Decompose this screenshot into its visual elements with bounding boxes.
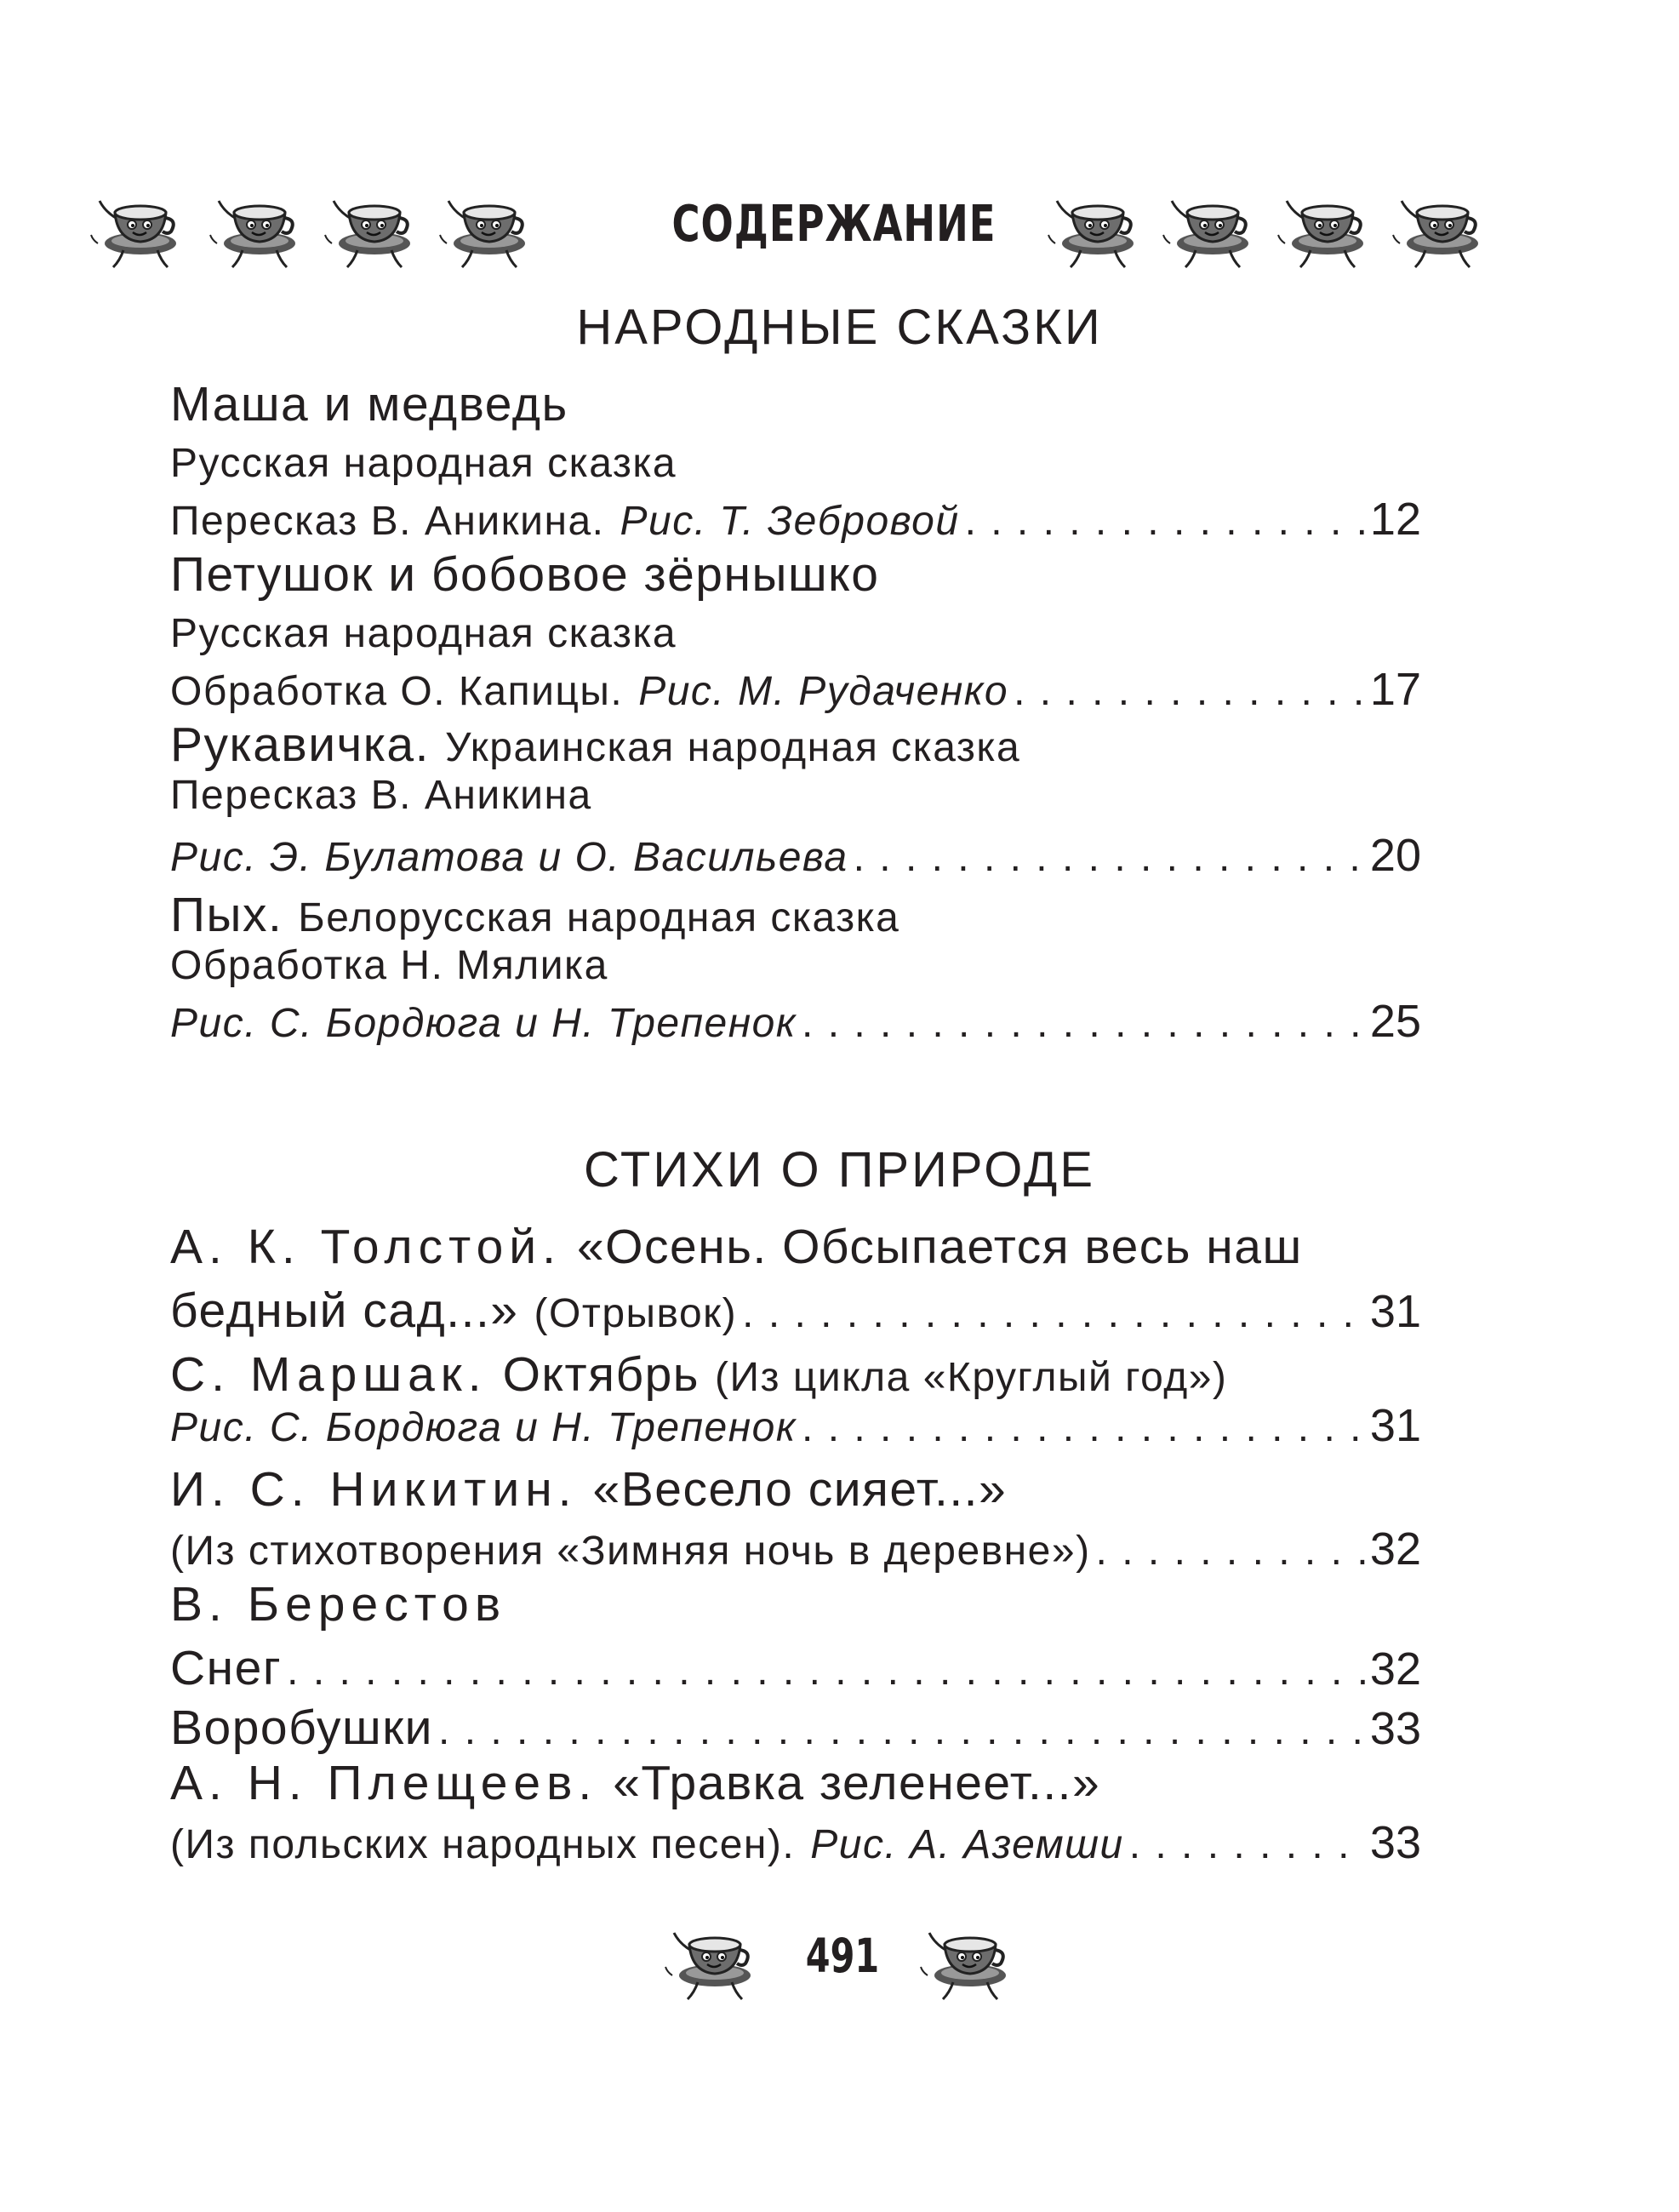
toc-illustrator: Рис. А. Аземши — [810, 1822, 1124, 1867]
toc-entry-line — [170, 885, 1421, 945]
toc-page-number: 32 — [1369, 1643, 1421, 1695]
teacup-character-icon — [1162, 187, 1264, 272]
teacup-character-icon — [1047, 187, 1149, 272]
toc-entry-line — [170, 609, 1421, 660]
toc-page-number: 31 — [1369, 1286, 1421, 1337]
teacup-character-icon — [438, 187, 540, 272]
toc-illustrator: Рис. С. Бордюга и Н. Трепенок — [170, 1001, 797, 1046]
dot-leader — [1129, 1820, 1365, 1871]
toc-author: А. К. Толстой. — [170, 1220, 562, 1274]
section-title-folk-tales: НАРОДНЫЕ СКАЗКИ — [576, 300, 1103, 355]
toc-page-number: 32 — [1369, 1523, 1421, 1575]
toc-text: Снег — [170, 1641, 283, 1695]
toc-page-number: 33 — [1369, 1817, 1421, 1868]
teacup-character-icon — [208, 187, 311, 272]
toc-text: (Отрывок) — [534, 1291, 738, 1336]
toc-text: бедный сад...» — [170, 1283, 519, 1338]
section-title-nature-poems: СТИХИ О ПРИРОДЕ — [583, 1142, 1096, 1197]
dot-leader — [287, 1642, 1365, 1701]
toc-page-number: 31 — [1369, 1400, 1421, 1451]
toc-text: Белорусская народная сказка — [298, 895, 900, 940]
toc-entry-line — [170, 1575, 1421, 1634]
toc-page-number: 17 — [1369, 664, 1421, 715]
toc-text: «Травка зеленеет...» — [613, 1756, 1101, 1810]
toc-page-number: 20 — [1369, 830, 1421, 881]
toc-entry-line — [170, 996, 1421, 1049]
toc-entry-line — [170, 830, 1421, 883]
toc-entry-line — [170, 374, 1421, 434]
toc-entry-line — [170, 1698, 1421, 1761]
toc-illustrator: Рис. Э. Булатова и О. Васильева — [170, 835, 848, 880]
toc-text: «Осень. Обсыпается весь наш — [576, 1220, 1303, 1274]
toc-entry-line — [170, 770, 1421, 821]
toc-page-number: 25 — [1369, 996, 1421, 1047]
toc-author: А. Н. Плещеев. — [170, 1756, 598, 1810]
toc-entry-line — [170, 1817, 1421, 1871]
toc-illustrator: Рис. Т. Зебровой — [620, 499, 960, 544]
teacup-character-icon — [919, 1919, 1021, 2004]
teacup-character-icon — [89, 187, 191, 272]
teacup-character-icon — [323, 187, 425, 272]
toc-entry-line — [170, 1281, 1421, 1340]
toc-entry-line — [170, 1400, 1421, 1454]
toc-entry-line — [170, 545, 1421, 604]
toc-text: Пых. — [170, 888, 283, 942]
dot-leader — [1096, 1526, 1365, 1577]
toc-text: Маша и медведь — [170, 377, 568, 432]
toc-entry-line — [170, 715, 1421, 774]
toc-entry-line — [170, 664, 1421, 717]
toc-text: (Из цикла «Круглый год») — [715, 1355, 1228, 1400]
toc-illustrator: Рис. М. Рудаченко — [638, 669, 1009, 714]
dot-leader — [802, 998, 1365, 1049]
dot-leader — [742, 1289, 1365, 1340]
teacup-character-icon — [1391, 187, 1493, 272]
toc-author: В. Берестов — [170, 1577, 507, 1632]
dot-leader — [965, 496, 1365, 547]
toc-entry-line — [170, 1753, 1421, 1813]
toc-author: И. С. Никитин. — [170, 1462, 578, 1517]
toc-entry-line — [170, 494, 1421, 547]
toc-entry-line — [170, 1217, 1421, 1277]
toc-text: Рукавичка. — [170, 717, 430, 772]
toc-text: Воробушки — [170, 1700, 434, 1755]
page-footer — [647, 1911, 1038, 2013]
toc-text: Русская народная сказка — [170, 611, 677, 656]
toc-text: (Из польских народных песен). — [170, 1822, 796, 1867]
dot-leader — [802, 1403, 1365, 1454]
toc-page-number: 33 — [1369, 1703, 1421, 1754]
toc-text: (Из стихотворения «Зимняя ночь в деревне») — [170, 1529, 1091, 1574]
toc-text: «Весело сияет...» — [592, 1462, 1008, 1517]
dot-leader — [438, 1701, 1365, 1761]
toc-text: Петушок и бобовое зёрнышко — [170, 547, 880, 602]
page-number: 491 — [805, 1928, 880, 1984]
toc-author: С. Маршак. — [170, 1347, 488, 1402]
toc-text: Русская народная сказка — [170, 441, 677, 486]
toc-text: Октябрь — [502, 1347, 700, 1402]
dot-leader — [854, 832, 1365, 883]
page-header — [0, 170, 1679, 298]
toc-text: Пересказ В. Аникина. — [170, 499, 605, 544]
teacup-character-icon — [1276, 187, 1379, 272]
toc-entry-line — [170, 1345, 1421, 1404]
toc-entry-line — [170, 438, 1421, 489]
toc-page-number: 12 — [1369, 494, 1421, 545]
toc-entry-line — [170, 1460, 1421, 1519]
toc-text: Обработка О. Капицы. — [170, 669, 624, 714]
teacup-character-icon — [664, 1919, 766, 2004]
toc-entry-line — [170, 940, 1421, 992]
dot-leader — [1014, 666, 1365, 717]
toc-illustrator: Рис. С. Бордюга и Н. Трепенок — [170, 1405, 797, 1450]
page-title: СОДЕРЖАНИЕ — [671, 194, 997, 254]
toc-text: Пересказ В. Аникина — [170, 773, 592, 818]
toc-text: Обработка Н. Мялика — [170, 943, 608, 988]
toc-entry-line — [170, 1523, 1421, 1577]
toc-entry-line — [170, 1638, 1421, 1701]
toc-text: Украинская народная сказка — [444, 725, 1021, 770]
